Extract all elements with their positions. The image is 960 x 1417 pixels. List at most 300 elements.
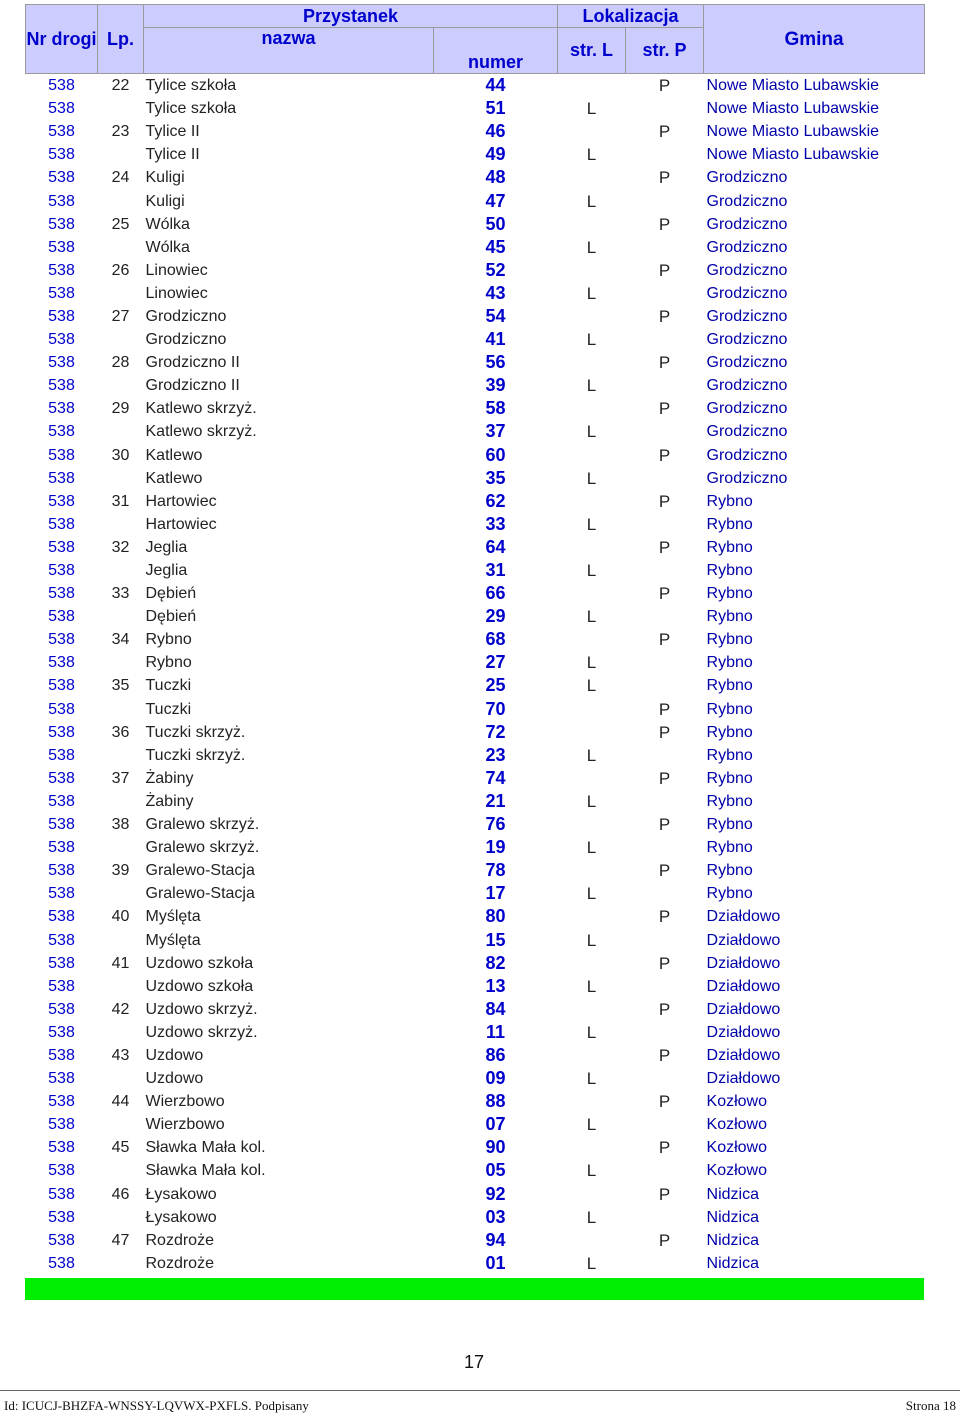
- row-gmina: Grodziczno: [706, 261, 788, 279]
- row-stop-number: 07: [485, 1114, 506, 1135]
- table-row: [26, 674, 925, 697]
- row-lp: [98, 975, 144, 998]
- row-lp: [98, 651, 144, 674]
- table-row: [26, 444, 925, 467]
- row-stop-name: Katlewo skrzyż.: [145, 423, 257, 441]
- row-gmina: Kozłowo: [706, 1162, 767, 1180]
- row-nr: 538: [48, 307, 75, 325]
- row-str-l: L: [586, 514, 597, 534]
- row-gmina: Działdowo: [706, 908, 781, 926]
- row-stop-name: Katlewo skrzyż.: [145, 400, 257, 418]
- row-stop-number: 01: [485, 1252, 506, 1273]
- row-gmina: Rybno: [706, 608, 753, 626]
- table-row: [26, 767, 925, 790]
- footer-divider: [0, 1390, 960, 1391]
- table-row: [26, 1090, 925, 1113]
- row-lp: [98, 1252, 144, 1275]
- table-row: [26, 143, 925, 166]
- row-stop-name: Tylice szkoła: [145, 100, 237, 118]
- row-stop-name: Hartowiec: [145, 492, 217, 510]
- table-row: [26, 467, 925, 490]
- row-stop-name: Katlewo: [145, 469, 203, 487]
- row-str-p: P: [658, 699, 671, 719]
- row-str-p: [626, 1113, 704, 1136]
- row-str-p: [626, 420, 704, 443]
- row-stop-number: 49: [485, 144, 506, 165]
- row-stop-number: 52: [485, 259, 506, 280]
- table-row: [26, 559, 925, 582]
- row-str-p: [626, 143, 704, 166]
- row-str-l: [558, 351, 626, 374]
- row-gmina: Grodziczno: [706, 215, 788, 233]
- table-row: [26, 1229, 925, 1252]
- table-row: [26, 282, 925, 305]
- row-stop-number: 21: [485, 790, 506, 811]
- row-str-l: [558, 905, 626, 928]
- row-stop-name: Rozdroże: [145, 1254, 214, 1272]
- row-lp: [98, 420, 144, 443]
- row-stop-number: 05: [485, 1160, 506, 1181]
- table-row: [26, 1067, 925, 1090]
- row-nr: 538: [48, 146, 75, 164]
- row-str-l: L: [586, 838, 597, 858]
- table-row: [26, 836, 925, 859]
- row-str-l: [558, 536, 626, 559]
- row-nr: 538: [48, 1000, 75, 1018]
- row-lp: 24: [111, 169, 130, 187]
- row-stop-name: Tuczki: [145, 700, 192, 718]
- row-stop-name: Tylice szkoła: [145, 77, 237, 95]
- header-lp: Lp.: [98, 5, 144, 74]
- row-stop-number: 80: [485, 906, 506, 927]
- row-stop-number: 15: [485, 929, 506, 950]
- row-lp: 26: [111, 261, 130, 279]
- row-stop-number: 86: [485, 1044, 506, 1065]
- row-stop-number: 45: [485, 236, 506, 257]
- row-stop-name: Uzdowo szkoła: [145, 977, 254, 995]
- row-nr: 538: [48, 446, 75, 464]
- row-stop-number: 58: [485, 398, 506, 419]
- row-str-p: [626, 882, 704, 905]
- row-str-p: [626, 651, 704, 674]
- row-str-l: L: [586, 1069, 597, 1089]
- row-lp: [98, 374, 144, 397]
- table-row: [26, 397, 925, 420]
- row-str-l: [558, 698, 626, 721]
- row-lp: [98, 143, 144, 166]
- row-str-p: [626, 1252, 704, 1275]
- table-row: [26, 813, 925, 836]
- row-str-l: [558, 628, 626, 651]
- table-row: [26, 1252, 925, 1275]
- row-stop-number: 64: [485, 536, 506, 557]
- bus-stop-table-container: [25, 4, 924, 1275]
- row-lp: 45: [111, 1139, 130, 1157]
- table-body: [26, 74, 925, 1275]
- row-str-p: P: [658, 722, 671, 742]
- row-str-p: P: [658, 214, 671, 234]
- row-str-l: [558, 259, 626, 282]
- row-nr: 538: [48, 469, 75, 487]
- row-nr: 538: [48, 1139, 75, 1157]
- row-str-l: L: [586, 1207, 597, 1227]
- header-str-l: str. L: [558, 28, 626, 74]
- row-str-p: [626, 975, 704, 998]
- row-str-l: [558, 859, 626, 882]
- row-stop-number: 76: [485, 814, 506, 835]
- row-stop-number: 31: [485, 560, 506, 581]
- row-stop-name: Tuczki skrzyż.: [145, 723, 246, 741]
- row-stop-number: 62: [485, 490, 506, 511]
- row-nr: 538: [48, 608, 75, 626]
- table-row: [26, 790, 925, 813]
- row-str-l: L: [586, 791, 597, 811]
- row-str-p: [626, 559, 704, 582]
- row-gmina: Grodziczno: [706, 192, 788, 210]
- row-nr: 538: [48, 1116, 75, 1134]
- row-nr: 538: [48, 1023, 75, 1041]
- row-stop-name: Gralewo-Stacja: [145, 862, 255, 880]
- row-str-p: [626, 236, 704, 259]
- row-nr: 538: [48, 585, 75, 603]
- row-lp: 43: [111, 1046, 130, 1064]
- row-str-p: P: [658, 306, 671, 326]
- table-row: [26, 213, 925, 236]
- row-gmina: Działdowo: [706, 1070, 781, 1088]
- row-stop-number: 72: [485, 721, 506, 742]
- row-gmina: Działdowo: [706, 1023, 781, 1041]
- bus-stop-table: [25, 4, 925, 1275]
- row-lp: 37: [111, 769, 130, 787]
- row-lp: [98, 882, 144, 905]
- row-nr: 538: [48, 77, 75, 95]
- row-str-l: L: [586, 468, 597, 488]
- row-str-p: P: [658, 122, 671, 142]
- row-gmina: Kozłowo: [706, 1139, 767, 1157]
- row-str-p: [626, 1206, 704, 1229]
- row-stop-name: Gralewo skrzyż.: [145, 839, 260, 857]
- row-nr: 538: [48, 1208, 75, 1226]
- table-row: [26, 721, 925, 744]
- row-stop-name: Żabiny: [145, 769, 194, 787]
- row-lp: 44: [111, 1093, 130, 1111]
- row-str-l: [558, 1183, 626, 1206]
- row-stop-name: Grodziczno: [145, 331, 227, 349]
- table-row: [26, 328, 925, 351]
- row-stop-number: 82: [485, 952, 506, 973]
- row-stop-name: Hartowiec: [145, 515, 217, 533]
- table-row: [26, 97, 925, 120]
- row-nr: 538: [48, 1162, 75, 1180]
- row-nr: 538: [48, 954, 75, 972]
- row-str-p: P: [658, 76, 671, 96]
- row-nr: 538: [48, 192, 75, 210]
- page-number: 17: [463, 1352, 485, 1372]
- row-stop-number: 46: [485, 121, 506, 142]
- row-stop-number: 27: [485, 652, 506, 673]
- row-stop-name: Rozdroże: [145, 1231, 214, 1249]
- table-row: [26, 952, 925, 975]
- row-gmina: Rybno: [706, 700, 753, 718]
- table-row: [26, 420, 925, 443]
- row-str-p: P: [658, 999, 671, 1019]
- row-stop-name: Tuczki skrzyż.: [145, 746, 246, 764]
- table-row: [26, 490, 925, 513]
- table-row: [26, 536, 925, 559]
- row-stop-number: 29: [485, 606, 506, 627]
- row-lp: [98, 328, 144, 351]
- row-stop-number: 23: [485, 744, 506, 765]
- row-stop-number: 54: [485, 305, 506, 326]
- row-gmina: Rybno: [706, 538, 753, 556]
- table-row: [26, 1183, 925, 1206]
- row-lp: [98, 790, 144, 813]
- row-gmina: Grodziczno: [706, 469, 788, 487]
- row-str-p: [626, 1067, 704, 1090]
- row-nr: 538: [48, 261, 75, 279]
- row-gmina: Nowe Miasto Lubawskie: [706, 77, 880, 95]
- row-lp: 29: [111, 400, 130, 418]
- table-row: [26, 1044, 925, 1067]
- row-stop-number: 35: [485, 467, 506, 488]
- row-lp: [98, 189, 144, 212]
- row-gmina: Działdowo: [706, 954, 781, 972]
- row-lp: [98, 1067, 144, 1090]
- row-lp: [98, 744, 144, 767]
- row-nr: 538: [48, 1254, 75, 1272]
- row-str-l: [558, 305, 626, 328]
- row-gmina: Rybno: [706, 839, 753, 857]
- row-nr: 538: [48, 215, 75, 233]
- row-lp: 30: [111, 446, 130, 464]
- row-str-p: [626, 282, 704, 305]
- row-str-l: L: [586, 191, 597, 211]
- row-nr: 538: [48, 816, 75, 834]
- row-lp: 25: [111, 215, 130, 233]
- row-stop-number: 88: [485, 1091, 506, 1112]
- row-stop-number: 33: [485, 513, 506, 534]
- table-row: [26, 698, 925, 721]
- row-nr: 538: [48, 677, 75, 695]
- row-lp: [98, 605, 144, 628]
- row-str-p: [626, 1159, 704, 1182]
- row-stop-name: Sławka Mała kol.: [145, 1162, 266, 1180]
- row-str-p: [626, 928, 704, 951]
- row-stop-number: 19: [485, 837, 506, 858]
- row-stop-name: Uzdowo: [145, 1046, 204, 1064]
- row-nr: 538: [48, 377, 75, 395]
- table-row: [26, 744, 925, 767]
- row-stop-name: Linowiec: [145, 284, 208, 302]
- row-str-l: [558, 120, 626, 143]
- row-gmina: Grodziczno: [706, 238, 788, 256]
- row-str-l: L: [586, 376, 597, 396]
- row-str-p: [626, 1021, 704, 1044]
- row-lp: 47: [111, 1231, 130, 1249]
- row-stop-number: 17: [485, 883, 506, 904]
- table-row: [26, 351, 925, 374]
- row-stop-name: Linowiec: [145, 261, 208, 279]
- row-stop-name: Łysakowo: [145, 1208, 217, 1226]
- row-str-l: [558, 813, 626, 836]
- row-lp: 27: [111, 307, 130, 325]
- row-nr: 538: [48, 631, 75, 649]
- row-gmina: Grodziczno: [706, 354, 788, 372]
- row-str-l: [558, 767, 626, 790]
- row-stop-name: Dębień: [145, 608, 197, 626]
- row-stop-number: 37: [485, 421, 506, 442]
- header-nr-drogi: Nr drogi: [26, 5, 98, 74]
- row-stop-name: Myślęta: [145, 908, 201, 926]
- row-stop-name: Wólka: [145, 215, 190, 233]
- row-stop-name: Kuligi: [145, 169, 185, 187]
- row-str-l: L: [586, 976, 597, 996]
- row-nr: 538: [48, 123, 75, 141]
- row-str-l: L: [586, 1253, 597, 1273]
- table-row: [26, 189, 925, 212]
- row-lp: [98, 698, 144, 721]
- row-str-p: P: [658, 907, 671, 927]
- row-stop-name: Grodziczno II: [145, 354, 240, 372]
- row-nr: 538: [48, 1093, 75, 1111]
- row-nr: 538: [48, 723, 75, 741]
- row-lp: 32: [111, 538, 130, 556]
- row-lp: 22: [111, 77, 130, 95]
- row-str-p: P: [658, 260, 671, 280]
- row-str-l: L: [586, 237, 597, 257]
- row-stop-number: 39: [485, 375, 506, 396]
- row-stop-name: Gralewo-Stacja: [145, 885, 255, 903]
- row-stop-name: Sławka Mała kol.: [145, 1139, 266, 1157]
- row-str-l: L: [586, 653, 597, 673]
- row-nr: 538: [48, 862, 75, 880]
- row-lp: [98, 97, 144, 120]
- row-str-p: [626, 374, 704, 397]
- header-lokalizacja: Lokalizacja: [558, 5, 704, 28]
- row-str-p: P: [658, 1045, 671, 1065]
- row-lp: [98, 1206, 144, 1229]
- row-str-l: L: [586, 884, 597, 904]
- row-str-p: P: [658, 861, 671, 881]
- row-gmina: Kozłowo: [706, 1093, 767, 1111]
- table-row: [26, 1021, 925, 1044]
- row-str-p: P: [658, 584, 671, 604]
- row-gmina: Nidzica: [706, 1231, 759, 1249]
- row-stop-name: Łysakowo: [145, 1185, 217, 1203]
- row-str-p: [626, 790, 704, 813]
- row-lp: 34: [111, 631, 130, 649]
- row-str-p: P: [658, 1092, 671, 1112]
- row-gmina: Grodziczno: [706, 446, 788, 464]
- row-stop-number: 25: [485, 675, 506, 696]
- row-str-p: P: [658, 630, 671, 650]
- row-str-p: [626, 189, 704, 212]
- row-gmina: Działdowo: [706, 1046, 781, 1064]
- row-str-l: [558, 444, 626, 467]
- row-gmina: Rybno: [706, 769, 753, 787]
- row-gmina: Grodziczno: [706, 331, 788, 349]
- row-str-p: P: [658, 1184, 671, 1204]
- row-stop-number: 41: [485, 329, 506, 350]
- row-stop-name: Rybno: [145, 631, 192, 649]
- table-row: [26, 605, 925, 628]
- row-str-l: L: [586, 1115, 597, 1135]
- row-str-l: [558, 166, 626, 189]
- row-lp: 33: [111, 585, 130, 603]
- footer-page-label: Strona 18: [905, 1398, 956, 1413]
- row-gmina: Grodziczno: [706, 169, 788, 187]
- row-stop-name: Żabiny: [145, 792, 194, 810]
- row-stop-name: Tylice II: [145, 123, 200, 141]
- row-stop-number: 94: [485, 1229, 506, 1250]
- row-lp: [98, 1159, 144, 1182]
- row-stop-number: 44: [485, 75, 506, 96]
- row-nr: 538: [48, 238, 75, 256]
- row-gmina: Nidzica: [706, 1254, 759, 1272]
- row-nr: 538: [48, 977, 75, 995]
- table-row: [26, 1159, 925, 1182]
- row-str-l: L: [586, 99, 597, 119]
- row-str-l: L: [586, 1022, 597, 1042]
- row-lp: [98, 836, 144, 859]
- row-lp: 40: [111, 908, 130, 926]
- row-gmina: Grodziczno: [706, 400, 788, 418]
- row-gmina: Rybno: [706, 585, 753, 603]
- table-row: [26, 651, 925, 674]
- row-stop-number: 43: [485, 282, 506, 303]
- row-str-l: L: [586, 1161, 597, 1181]
- row-lp: 28: [111, 354, 130, 372]
- row-lp: [98, 559, 144, 582]
- row-nr: 538: [48, 354, 75, 372]
- row-nr: 538: [48, 931, 75, 949]
- row-nr: 538: [48, 284, 75, 302]
- row-nr: 538: [48, 562, 75, 580]
- table-row: [26, 374, 925, 397]
- row-str-p: [626, 836, 704, 859]
- row-str-l: [558, 1229, 626, 1252]
- row-str-p: [626, 674, 704, 697]
- row-lp: 46: [111, 1185, 130, 1203]
- row-gmina: Nidzica: [706, 1185, 759, 1203]
- row-nr: 538: [48, 400, 75, 418]
- row-str-l: [558, 721, 626, 744]
- header-gmina: Gmina: [704, 5, 925, 74]
- row-nr: 538: [48, 515, 75, 533]
- row-str-p: P: [658, 953, 671, 973]
- table-row: [26, 998, 925, 1021]
- row-str-p: P: [658, 768, 671, 788]
- row-lp: [98, 236, 144, 259]
- row-stop-number: 84: [485, 998, 506, 1019]
- row-stop-name: Katlewo: [145, 446, 203, 464]
- row-stop-name: Wólka: [145, 238, 190, 256]
- row-gmina: Nowe Miasto Lubawskie: [706, 146, 880, 164]
- row-lp: 39: [111, 862, 130, 880]
- row-nr: 538: [48, 492, 75, 510]
- table-row: [26, 74, 925, 98]
- row-stop-name: Uzdowo skrzyż.: [145, 1023, 258, 1041]
- row-str-l: L: [586, 745, 597, 765]
- table-row: [26, 259, 925, 282]
- row-nr: 538: [48, 700, 75, 718]
- row-nr: 538: [48, 792, 75, 810]
- row-str-l: L: [586, 607, 597, 627]
- row-lp: [98, 1113, 144, 1136]
- row-stop-number: 50: [485, 213, 506, 234]
- row-stop-name: Jeglia: [145, 562, 188, 580]
- row-stop-number: 78: [485, 860, 506, 881]
